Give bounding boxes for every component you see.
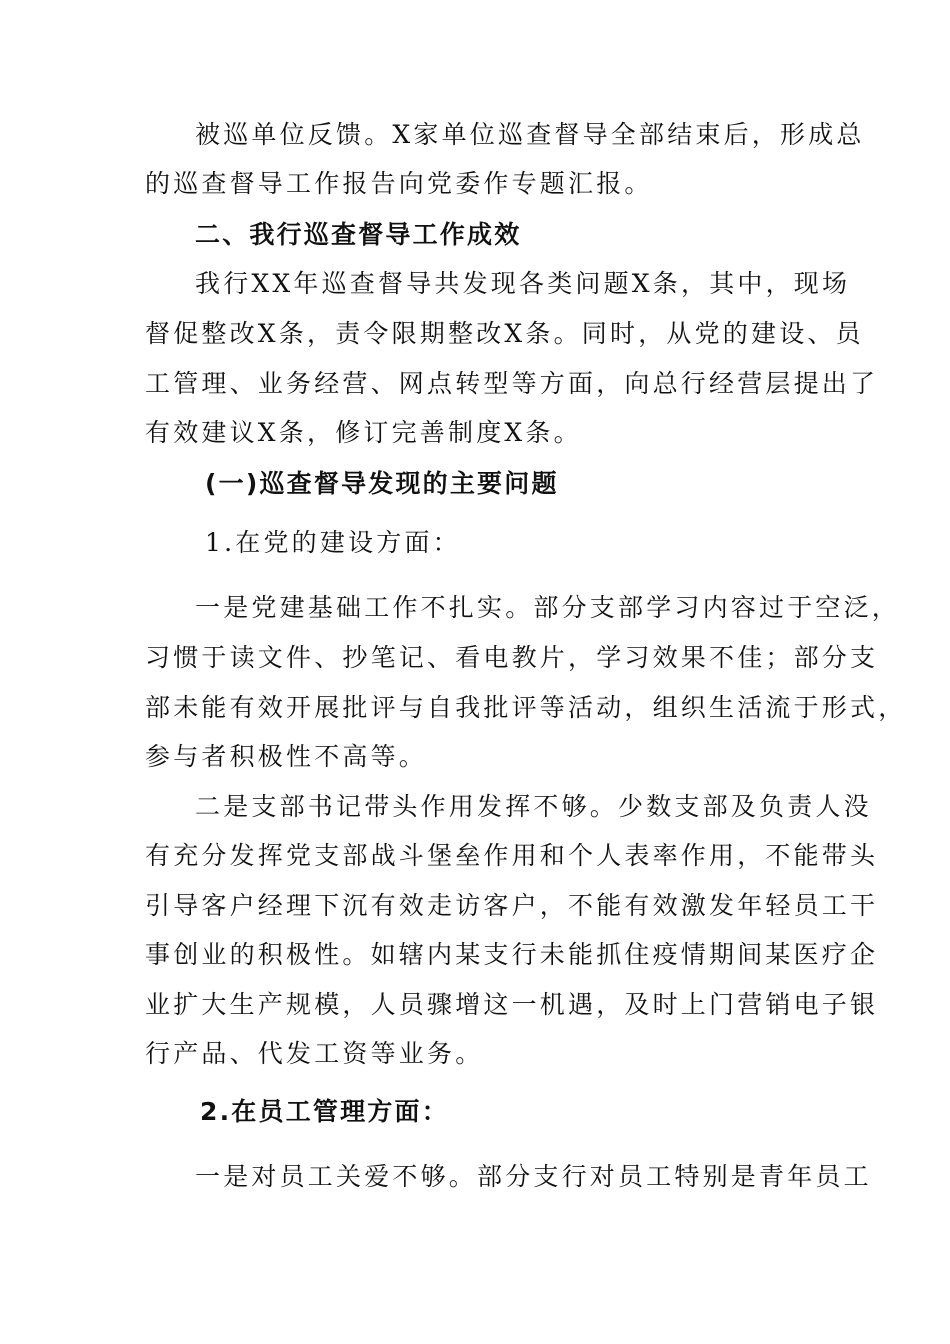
paragraph-line: 二是支部书记带头作用发挥不够。少数支部及负责人没 xyxy=(195,792,872,821)
paragraph-line: 工管理、业务经营、网点转型等方面，向总行经营层提出了 xyxy=(145,369,879,398)
paragraph-line: 有充分发挥党支部战斗堡垒作用和个人表率作用，不能带头 xyxy=(145,841,879,870)
paragraph-line: 被巡单位反馈。X家单位巡查督导全部结束后，形成总 xyxy=(195,120,865,149)
item-heading: 2.在员工管理方面： xyxy=(200,1097,449,1126)
paragraph-line: 的巡查督导工作报告向党委作专题汇报。 xyxy=(145,169,653,198)
paragraph-line: 习惯于读文件、抄笔记、看电教片，学习效果不佳；部分支 xyxy=(145,643,879,672)
subsection-heading: (一)巡查督导发现的主要问题 xyxy=(205,469,559,498)
paragraph-line: 行产品、代发工资等业务。 xyxy=(145,1039,484,1068)
paragraph-line: 一是党建基础工作不扎实。部分支部学习内容过于空泛， xyxy=(195,593,901,622)
paragraph-line: 事创业的积极性。如辖内某支行未能抓住疫情期间某医疗企 xyxy=(145,940,879,969)
paragraph-line: 督促整改X条，责令限期整改X条。同时，从党的建设、员 xyxy=(145,319,864,348)
paragraph-line: 我行XX年巡查督导共发现各类问题X条，其中，现场 xyxy=(195,269,851,298)
paragraph-line: 有效建议X条，修订完善制度X条。 xyxy=(145,418,582,447)
section-heading: 二、我行巡查督导工作成效 xyxy=(195,220,522,249)
paragraph-line: 参与者积极性不高等。 xyxy=(145,742,428,771)
paragraph-line: 部未能有效开展批评与自我批评等活动，组织生活流于形式， xyxy=(145,693,907,722)
paragraph-line: 业扩大生产规模，人员骤增这一机遇，及时上门营销电子银 xyxy=(145,990,879,1019)
item-heading: 1.在党的建设方面： xyxy=(205,528,461,557)
paragraph-line: 引导客户经理下沉有效走访客户，不能有效激发年轻员工干 xyxy=(145,891,879,920)
paragraph-line: 一是对员工关爱不够。部分支行对员工特别是青年员工 xyxy=(195,1162,872,1191)
